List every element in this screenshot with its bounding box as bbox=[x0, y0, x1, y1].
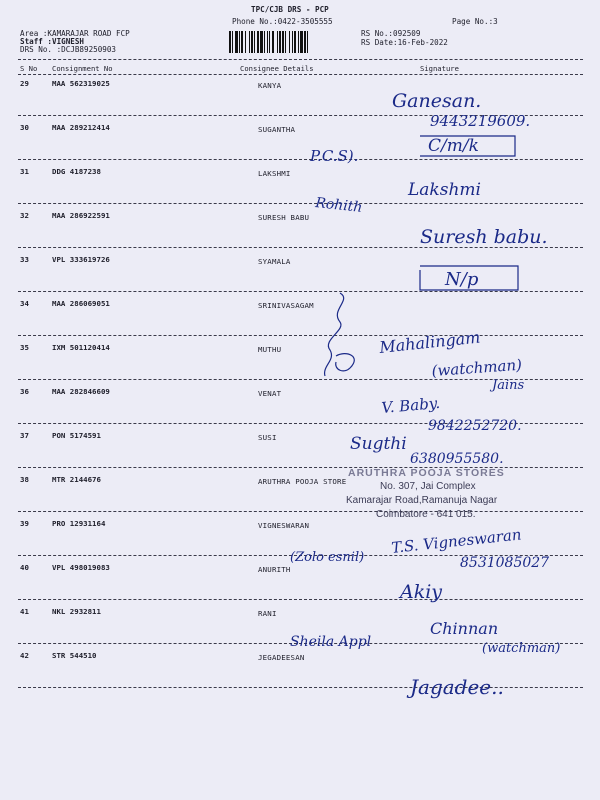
signature-39-name: T.S. Vigneswaran bbox=[390, 525, 523, 557]
barcode-bar bbox=[294, 31, 296, 53]
table-row bbox=[0, 607, 600, 651]
barcode-bar bbox=[300, 31, 303, 53]
table-row bbox=[0, 299, 600, 343]
barcode-bar bbox=[269, 31, 270, 53]
table-row bbox=[0, 343, 600, 387]
barcode-bar bbox=[229, 31, 231, 53]
row-serial-number: 33 bbox=[20, 255, 29, 264]
barcode-bar bbox=[272, 31, 274, 53]
row-serial-number: 40 bbox=[20, 563, 29, 572]
row-consignee-name: SRINIVASAGAM bbox=[258, 301, 314, 310]
signature-30-note: P.C.S). bbox=[310, 147, 359, 165]
drs-number: DRS No. :DCJB89250903 bbox=[20, 45, 117, 54]
signature-31-receiver: Rohith bbox=[314, 195, 364, 216]
table-row bbox=[0, 563, 600, 607]
signature-32: Suresh babu. bbox=[420, 226, 548, 248]
stamp-store-name: ARUTHRA POOJA STORES bbox=[348, 467, 505, 479]
barcode-bar bbox=[257, 31, 259, 53]
row-consignee-name: SUSI bbox=[258, 433, 277, 442]
row-consignee-name: MUTHU bbox=[258, 345, 282, 354]
table-row bbox=[0, 211, 600, 255]
table-row bbox=[0, 651, 600, 695]
row-serial-number: 35 bbox=[20, 343, 29, 352]
signature-30: C/m/k bbox=[428, 136, 479, 156]
col-signature: Signature bbox=[420, 64, 459, 73]
row-divider bbox=[18, 423, 583, 424]
col-consignment: Consignment No bbox=[52, 64, 113, 73]
row-consignee-name: RANI bbox=[258, 609, 277, 618]
row-divider bbox=[18, 687, 583, 688]
barcode-bar bbox=[251, 31, 253, 53]
row-serial-number: 32 bbox=[20, 211, 29, 220]
signature-35-name: Mahalingam bbox=[378, 327, 482, 357]
row-divider bbox=[18, 115, 583, 116]
barcode-bar bbox=[249, 31, 250, 53]
barcode bbox=[228, 31, 354, 53]
signature-37-phone: 6380955580. bbox=[410, 451, 504, 467]
sheet-title: TPC/CJB DRS - PCP bbox=[251, 5, 329, 14]
row-consignment-number: MAA 562319025 bbox=[52, 79, 110, 88]
signature-37: Sugthi bbox=[350, 434, 407, 454]
row-serial-number: 39 bbox=[20, 519, 29, 528]
barcode-bar bbox=[282, 31, 284, 53]
row-consignment-number: VPL 498019083 bbox=[52, 563, 110, 572]
row-serial-number: 31 bbox=[20, 167, 29, 176]
table-row bbox=[0, 123, 600, 167]
header-rule-top bbox=[18, 59, 583, 60]
barcode-bar bbox=[277, 31, 278, 53]
signature-42: Jagadee.. bbox=[410, 675, 504, 699]
area-label: Area :KAMARAJAR ROAD FCP bbox=[20, 29, 130, 38]
barcode-bar bbox=[260, 31, 263, 53]
rs-number: RS No.:092509 bbox=[361, 29, 421, 38]
signature-41-receiver: Sheila Appl bbox=[290, 634, 372, 650]
row-consignee-name: SURESH BABU bbox=[258, 213, 310, 222]
barcode-bar bbox=[279, 31, 281, 53]
signature-40: Akiy bbox=[400, 581, 443, 603]
row-consignment-number: DDG 4187238 bbox=[52, 167, 101, 176]
table-row bbox=[0, 255, 600, 299]
row-divider bbox=[18, 247, 583, 248]
row-consignee-name: SUGANTHA bbox=[258, 125, 296, 134]
table-row bbox=[0, 519, 600, 563]
signature-41-name: Chinnan bbox=[430, 619, 499, 638]
barcode-bar bbox=[239, 31, 240, 53]
barcode-bar bbox=[241, 31, 243, 53]
row-consignee-name: VIGNESWARAN bbox=[258, 521, 310, 530]
row-consignee-name: JEGADEESAN bbox=[258, 653, 305, 662]
barcode-bar bbox=[254, 31, 255, 53]
row-consignment-number: PRO 12931164 bbox=[52, 519, 106, 528]
row-consignee-name: ARUTHRA POOJA STORE bbox=[258, 477, 347, 486]
barcode-bar bbox=[267, 31, 268, 53]
barcode-bar bbox=[245, 31, 246, 53]
table-row bbox=[0, 79, 600, 123]
barcode-bar bbox=[307, 31, 308, 53]
barcode-bar bbox=[235, 31, 238, 53]
barcode-bar bbox=[304, 31, 306, 53]
header-rule-bottom bbox=[18, 74, 583, 75]
row-serial-number: 29 bbox=[20, 79, 29, 88]
row-consignment-number: MAA 286069051 bbox=[52, 299, 110, 308]
row-consignment-number: VPL 333619726 bbox=[52, 255, 110, 264]
row-divider bbox=[18, 511, 583, 512]
barcode-bar bbox=[232, 31, 233, 53]
barcode-bar bbox=[292, 31, 293, 53]
row-divider bbox=[18, 203, 583, 204]
stamp-address-line3: Coimbatore - 641 015. bbox=[376, 509, 476, 520]
row-consignment-number: MAA 282846609 bbox=[52, 387, 110, 396]
row-consignment-number: MTR 2144676 bbox=[52, 475, 101, 484]
signature-36-name: V. Baby. bbox=[380, 393, 441, 417]
row-consignee-name: VENAT bbox=[258, 389, 282, 398]
row-divider bbox=[18, 159, 583, 160]
row-consignment-number: NKL 2932811 bbox=[52, 607, 101, 616]
signature-35-extra: Jains bbox=[492, 378, 525, 393]
row-consignment-number: PON 5174591 bbox=[52, 431, 101, 440]
signature-29-name: Ganesan. bbox=[392, 90, 482, 112]
signature-29-phone: 9443219609. bbox=[430, 112, 531, 130]
signature-39-phone: 8531085027 bbox=[460, 555, 550, 571]
row-consignment-number: STR 544510 bbox=[52, 651, 97, 660]
row-divider bbox=[18, 335, 583, 336]
column-headings bbox=[0, 64, 600, 74]
table-row bbox=[0, 167, 600, 211]
row-consignment-number: MAA 286922591 bbox=[52, 211, 110, 220]
table-row bbox=[0, 431, 600, 475]
signature-41-role: (watchman) bbox=[482, 641, 561, 656]
row-consignee-name: LAKSHMI bbox=[258, 169, 291, 178]
row-serial-number: 36 bbox=[20, 387, 29, 396]
row-divider bbox=[18, 379, 583, 380]
page-number: Page No.:3 bbox=[452, 17, 498, 26]
signature-33: N/p bbox=[445, 269, 479, 290]
barcode-bar bbox=[264, 31, 265, 53]
barcode-bar bbox=[298, 31, 299, 53]
phone-number: Phone No.:0422-3505555 bbox=[232, 17, 333, 26]
barcode-bar bbox=[289, 31, 290, 53]
row-consignee-name: KANYA bbox=[258, 81, 282, 90]
signature-39-note: (Zolo esnil) bbox=[290, 550, 365, 565]
row-consignee-name: SYAMALA bbox=[258, 257, 291, 266]
signature-31: Lakshmi bbox=[408, 180, 481, 200]
row-serial-number: 34 bbox=[20, 299, 29, 308]
col-consignee: Consignee Details bbox=[240, 64, 314, 73]
barcode-bar bbox=[285, 31, 286, 53]
table-row bbox=[0, 475, 600, 519]
row-divider bbox=[18, 599, 583, 600]
col-sno: S No bbox=[20, 64, 38, 73]
row-serial-number: 30 bbox=[20, 123, 29, 132]
signature-36-phone: 9842252720. bbox=[428, 418, 522, 434]
row-serial-number: 38 bbox=[20, 475, 29, 484]
row-serial-number: 41 bbox=[20, 607, 29, 616]
row-divider bbox=[18, 291, 583, 292]
stamp-address-line2: Kamarajar Road,Ramanuja Nagar bbox=[346, 495, 498, 506]
stamp-address-line1: No. 307, Jai Complex bbox=[380, 481, 476, 492]
row-serial-number: 42 bbox=[20, 651, 29, 660]
row-consignment-number: IXM 501120414 bbox=[52, 343, 110, 352]
row-divider bbox=[18, 555, 583, 556]
row-serial-number: 37 bbox=[20, 431, 29, 440]
row-consignee-name: ANURITH bbox=[258, 565, 291, 574]
row-consignment-number: MAA 289212414 bbox=[52, 123, 110, 132]
rs-date: RS Date:16-Feb-2022 bbox=[361, 38, 448, 47]
signature-35-role: (watchman) bbox=[431, 355, 523, 380]
staff-label: Staff :VIGNESH bbox=[20, 37, 85, 46]
row-divider bbox=[18, 643, 583, 644]
table-row bbox=[0, 387, 600, 431]
